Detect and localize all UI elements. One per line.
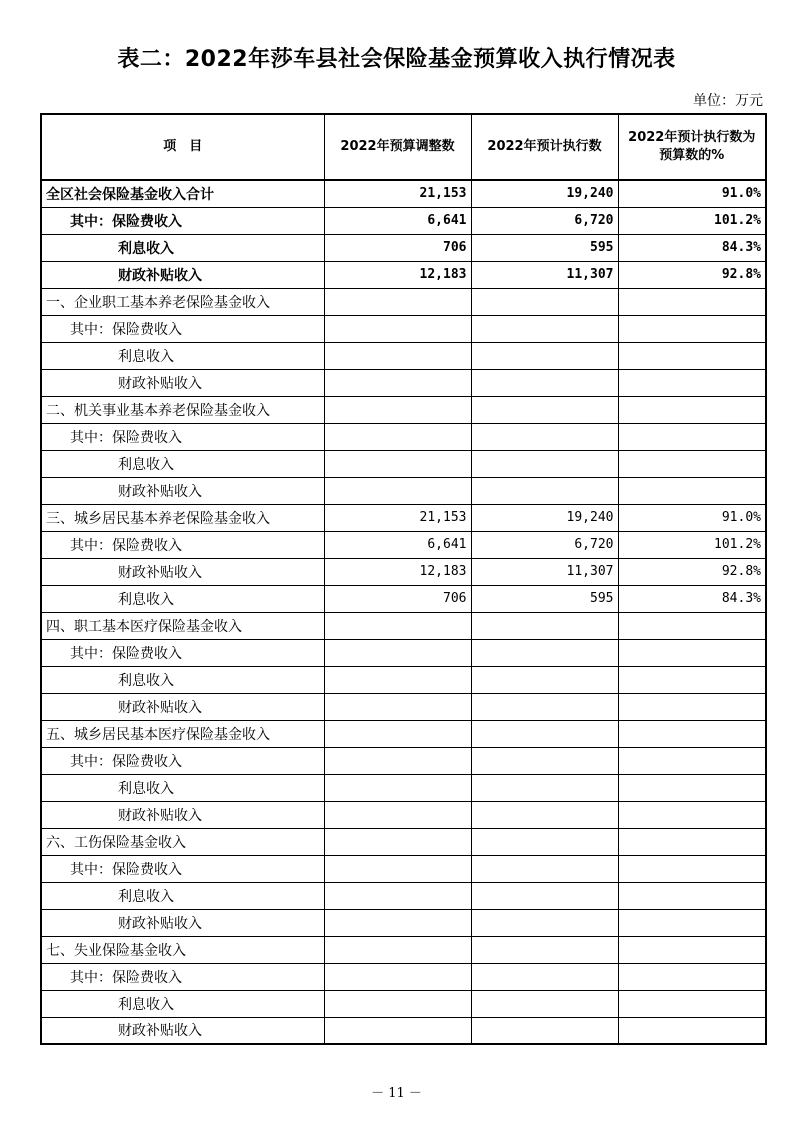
cell-percent: 84.3% (618, 234, 766, 261)
cell-percent (618, 342, 766, 369)
table-row (41, 963, 766, 990)
cell-actual: 595 (471, 234, 618, 261)
header-actual: 2022年预计执行数 (471, 114, 618, 180)
row-label: 利息收入 (41, 342, 324, 369)
cell-budget (324, 990, 471, 1017)
cell-actual (471, 828, 618, 855)
cell-percent (618, 774, 766, 801)
table-row (41, 234, 766, 261)
cell-budget (324, 1017, 471, 1044)
cell-budget (324, 855, 471, 882)
table-row (41, 909, 766, 936)
cell-percent: 101.2% (618, 531, 766, 558)
row-label: 其中：保险费收入 (41, 747, 324, 774)
table-row (41, 936, 766, 963)
row-label: 财政补贴收入 (41, 909, 324, 936)
cell-percent: 92.8% (618, 558, 766, 585)
row-label: 财政补贴收入 (41, 558, 324, 585)
table-row (41, 423, 766, 450)
table-row (41, 585, 766, 612)
row-label: 二、机关事业基本养老保险基金收入 (41, 396, 324, 423)
table-row (41, 477, 766, 504)
header-percent: 2022年预计执行数为预算数的% (618, 114, 766, 180)
cell-actual (471, 720, 618, 747)
cell-actual (471, 774, 618, 801)
table-row (41, 396, 766, 423)
cell-percent: 92.8% (618, 261, 766, 288)
cell-budget (324, 720, 471, 747)
row-label: 其中：保险费收入 (41, 315, 324, 342)
cell-percent (618, 936, 766, 963)
cell-budget (324, 450, 471, 477)
table-row (41, 720, 766, 747)
cell-actual: 11,307 (471, 558, 618, 585)
cell-budget (324, 828, 471, 855)
cell-actual (471, 693, 618, 720)
cell-percent (618, 747, 766, 774)
table-row (41, 369, 766, 396)
cell-budget (324, 477, 471, 504)
cell-percent: 91.0% (618, 504, 766, 531)
table-row (41, 342, 766, 369)
cell-percent (618, 963, 766, 990)
cell-budget (324, 342, 471, 369)
table-row (41, 1017, 766, 1044)
cell-percent (618, 396, 766, 423)
cell-percent: 101.2% (618, 207, 766, 234)
cell-budget (324, 882, 471, 909)
cell-actual (471, 315, 618, 342)
cell-budget (324, 666, 471, 693)
cell-budget (324, 774, 471, 801)
table-row (41, 261, 766, 288)
cell-actual (471, 882, 618, 909)
cell-budget: 21,153 (324, 504, 471, 531)
header-item: 项 目 (41, 114, 324, 180)
page-title: 表二：2022年莎车县社会保险基金预算收入执行情况表 (117, 47, 676, 72)
row-label: 财政补贴收入 (41, 369, 324, 396)
table-row (41, 693, 766, 720)
row-label: 其中：保险费收入 (41, 531, 324, 558)
row-label: 四、职工基本医疗保险基金收入 (41, 612, 324, 639)
row-label: 其中：保险费收入 (41, 207, 324, 234)
table-row (41, 666, 766, 693)
cell-actual (471, 450, 618, 477)
row-label: 财政补贴收入 (41, 693, 324, 720)
row-label: 三、城乡居民基本养老保险基金收入 (41, 504, 324, 531)
cell-actual (471, 990, 618, 1017)
table-body (41, 180, 766, 1044)
row-label: 其中：保险费收入 (41, 963, 324, 990)
cell-actual (471, 288, 618, 315)
table-row (41, 828, 766, 855)
cell-budget: 706 (324, 234, 471, 261)
row-label: 利息收入 (41, 234, 324, 261)
cell-actual (471, 369, 618, 396)
row-label: 全区社会保险基金收入合计 (41, 180, 324, 207)
cell-percent (618, 315, 766, 342)
cell-percent (618, 369, 766, 396)
cell-budget (324, 396, 471, 423)
unit-label: 单位：万元 (693, 93, 763, 109)
cell-percent: 91.0% (618, 180, 766, 207)
cell-percent (618, 423, 766, 450)
cell-percent (618, 828, 766, 855)
table-row (41, 801, 766, 828)
cell-budget (324, 909, 471, 936)
cell-percent (618, 639, 766, 666)
table-row (41, 288, 766, 315)
cell-actual (471, 612, 618, 639)
budget-table (40, 113, 767, 1045)
table-row (41, 612, 766, 639)
cell-actual (471, 396, 618, 423)
row-label: 其中：保险费收入 (41, 639, 324, 666)
cell-percent (618, 612, 766, 639)
cell-percent (618, 666, 766, 693)
row-label: 利息收入 (41, 882, 324, 909)
row-label: 利息收入 (41, 585, 324, 612)
cell-budget: 12,183 (324, 261, 471, 288)
cell-actual: 11,307 (471, 261, 618, 288)
cell-actual (471, 909, 618, 936)
cell-actual (471, 639, 618, 666)
cell-budget (324, 288, 471, 315)
cell-percent (618, 720, 766, 747)
table-row (41, 504, 766, 531)
table-row (41, 180, 766, 207)
table-row (41, 639, 766, 666)
cell-percent (618, 882, 766, 909)
cell-actual (471, 801, 618, 828)
row-label: 其中：保险费收入 (41, 423, 324, 450)
table-row (41, 855, 766, 882)
table-row (41, 450, 766, 477)
row-label: 财政补贴收入 (41, 477, 324, 504)
cell-percent (618, 801, 766, 828)
cell-percent (618, 288, 766, 315)
cell-actual (471, 342, 618, 369)
cell-budget (324, 693, 471, 720)
cell-actual (471, 477, 618, 504)
table-row (41, 882, 766, 909)
cell-percent (618, 1017, 766, 1044)
cell-budget: 6,641 (324, 207, 471, 234)
table-row (41, 207, 766, 234)
header-budget: 2022年预算调整数 (324, 114, 471, 180)
cell-percent (618, 990, 766, 1017)
cell-actual (471, 1017, 618, 1044)
cell-budget (324, 315, 471, 342)
row-label: 五、城乡居民基本医疗保险基金收入 (41, 720, 324, 747)
cell-budget: 6,641 (324, 531, 471, 558)
table-row (41, 774, 766, 801)
table-row (41, 747, 766, 774)
cell-actual: 19,240 (471, 180, 618, 207)
row-label: 七、失业保险基金收入 (41, 936, 324, 963)
cell-budget: 21,153 (324, 180, 471, 207)
row-label: 利息收入 (41, 990, 324, 1017)
page-number: － 11 － (371, 1086, 422, 1101)
row-label: 六、工伤保险基金收入 (41, 828, 324, 855)
row-label: 其中：保险费收入 (41, 855, 324, 882)
cell-percent (618, 909, 766, 936)
cell-percent: 84.3% (618, 585, 766, 612)
table-row (41, 990, 766, 1017)
cell-budget (324, 963, 471, 990)
cell-actual (471, 963, 618, 990)
cell-budget (324, 747, 471, 774)
table-row (41, 531, 766, 558)
cell-actual (471, 747, 618, 774)
row-label: 财政补贴收入 (41, 261, 324, 288)
row-label: 利息收入 (41, 450, 324, 477)
cell-budget: 12,183 (324, 558, 471, 585)
cell-actual: 595 (471, 585, 618, 612)
cell-percent (618, 450, 766, 477)
table-row (41, 558, 766, 585)
cell-percent (618, 693, 766, 720)
cell-actual: 6,720 (471, 207, 618, 234)
cell-budget (324, 423, 471, 450)
cell-budget (324, 369, 471, 396)
row-label: 财政补贴收入 (41, 1017, 324, 1044)
cell-budget (324, 639, 471, 666)
cell-actual: 6,720 (471, 531, 618, 558)
cell-budget (324, 801, 471, 828)
cell-percent (618, 477, 766, 504)
cell-budget (324, 936, 471, 963)
cell-actual: 19,240 (471, 504, 618, 531)
cell-actual (471, 423, 618, 450)
row-label: 利息收入 (41, 666, 324, 693)
row-label: 财政补贴收入 (41, 801, 324, 828)
cell-budget (324, 612, 471, 639)
table-row (41, 315, 766, 342)
cell-actual (471, 666, 618, 693)
cell-percent (618, 855, 766, 882)
cell-actual (471, 855, 618, 882)
row-label: 利息收入 (41, 774, 324, 801)
cell-budget: 706 (324, 585, 471, 612)
row-label: 一、企业职工基本养老保险基金收入 (41, 288, 324, 315)
cell-actual (471, 936, 618, 963)
table-header-row (41, 114, 766, 180)
